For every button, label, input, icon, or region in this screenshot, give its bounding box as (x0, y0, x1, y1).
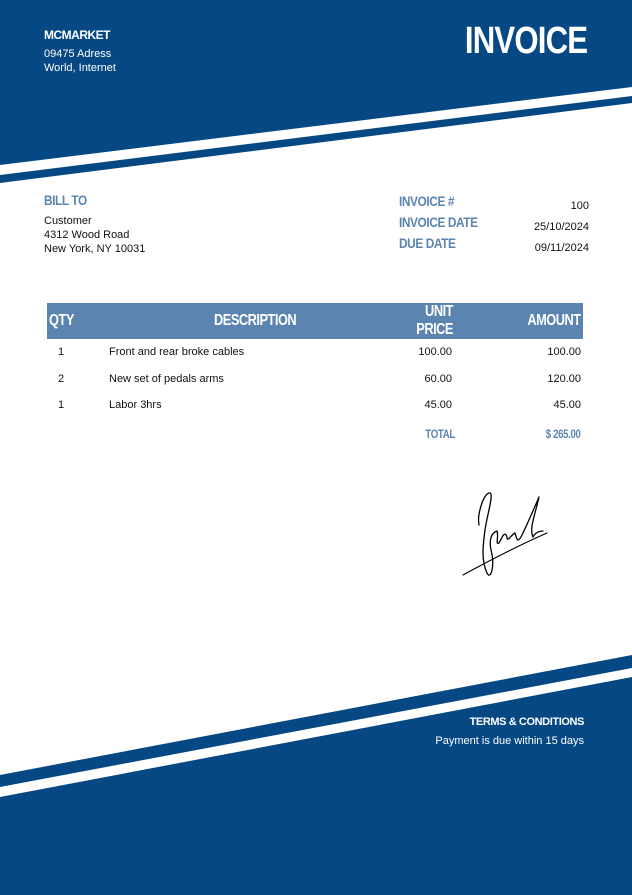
invoice-date-value: 25/10/2024 (533, 221, 589, 233)
total-value: $ 265.00 (546, 426, 581, 441)
company-address-line2: World, Internet (44, 62, 116, 74)
footer-band (0, 677, 632, 895)
terms-text: Payment is due within 15 days (435, 735, 584, 747)
row-qty: 2 (58, 372, 65, 385)
terms-title: TERMS & CONDITIONS (469, 716, 584, 728)
row-qty: 1 (58, 346, 65, 359)
bill-to-label: BILL TO (44, 192, 87, 208)
total-row (47, 419, 583, 449)
row-amount: 100.00 (547, 346, 581, 359)
row-unit-price: 60.00 (424, 372, 452, 385)
items-table (47, 303, 583, 449)
header-amount: AMOUNT (455, 303, 583, 339)
header-description: DESCRIPTION (89, 303, 381, 339)
invoice-title: INVOICE (464, 20, 587, 62)
invoice-date-label: INVOICE DATE (399, 214, 478, 230)
invoice-number-label: INVOICE # (399, 193, 455, 209)
header-qty: QTY (47, 303, 89, 339)
due-date-label: DUE DATE (399, 235, 456, 251)
row-amount: 45.00 (553, 399, 581, 412)
due-date-value: 09/11/2024 (534, 242, 589, 254)
row-unit-price: 45.00 (424, 399, 452, 412)
company-name: MCMARKET (44, 28, 110, 42)
invoice-number-value: 100 (570, 200, 589, 212)
table-row (47, 339, 583, 366)
bill-to-street: 4312 Wood Road (44, 229, 130, 241)
signature-image (455, 485, 555, 585)
bill-to-name: Customer (44, 215, 92, 227)
table-row (47, 366, 583, 393)
row-qty: 1 (58, 399, 65, 412)
bill-to-city: New York, NY 10031 (44, 243, 146, 255)
row-description: Labor 3hrs (109, 399, 162, 412)
row-unit-price: 100.00 (418, 346, 452, 359)
row-amount: 120.00 (547, 372, 581, 385)
total-label: TOTAL (425, 426, 455, 441)
table-row (47, 392, 583, 419)
row-description: New set of pedals arms (109, 372, 224, 385)
items-table-header (47, 303, 583, 339)
company-address-line1: 09475 Adress (44, 48, 112, 60)
row-description: Front and rear broke cables (109, 346, 245, 359)
header-unit-price: UNIT PRICE (381, 303, 455, 339)
